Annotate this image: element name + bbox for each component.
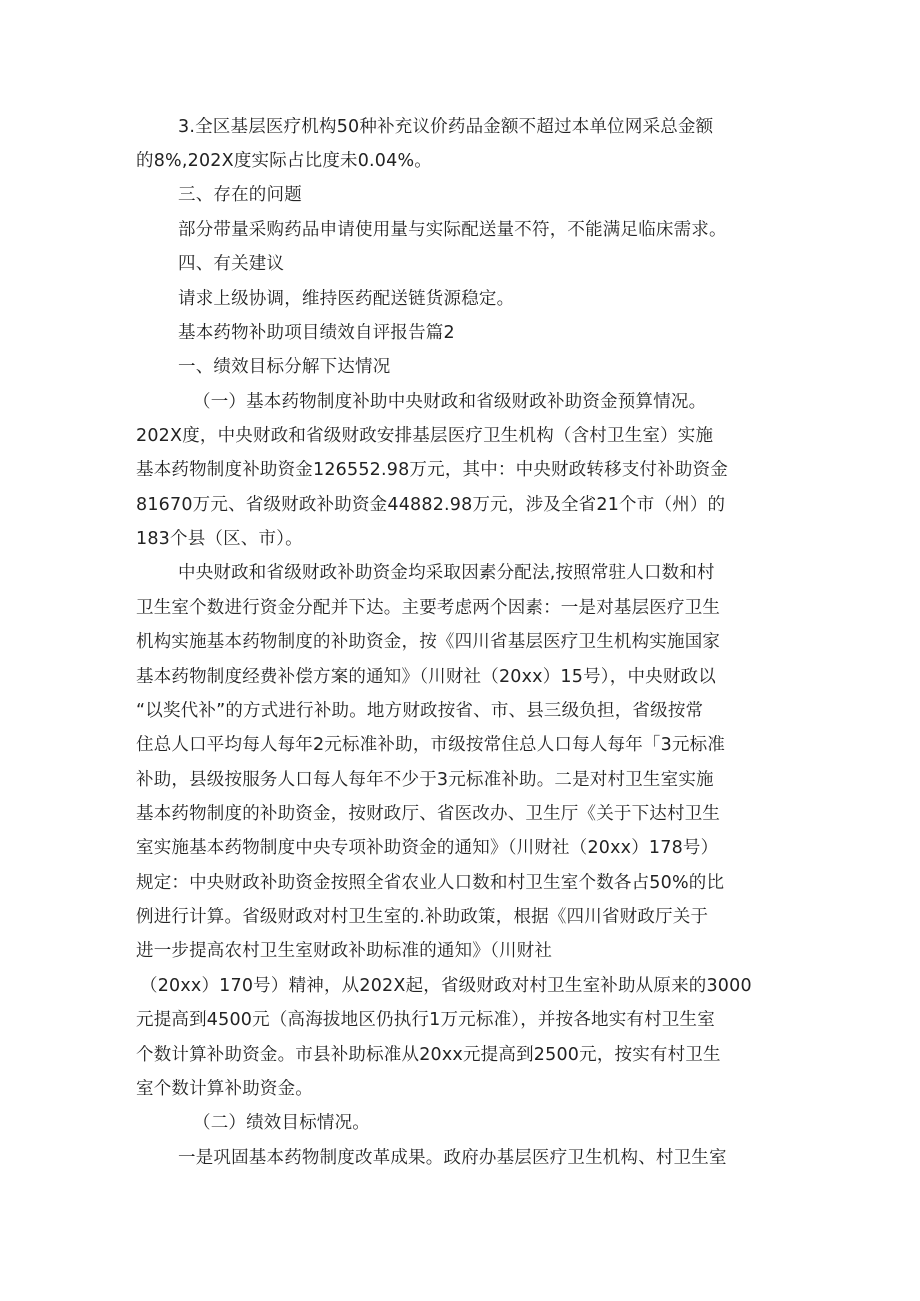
paragraph-line: 中央财政和省级财政补助资金均采取因素分配法,按照常驻人口数和村: [178, 563, 715, 583]
paragraph-line: 室实施基本药物制度中央专项补助资金的通知》（川财社（20xx）178号）: [136, 838, 719, 858]
paragraph-line: 202X度，中央财政和省级财政安排基层医疗卫生机构（含村卫生室）实施: [136, 426, 714, 446]
section-heading: 一、绩效目标分解下达情况: [178, 357, 391, 377]
paragraph-line: 室个数计算补助资金。: [136, 1079, 313, 1099]
paragraph-line: 住总人口平均每人每年2元标准补助，市级按常住总人口每人每年「3元标准: [136, 735, 726, 755]
paragraph-line: 机构实施基本药物制度的补助资金，按《四川省基层医疗卫生机构实施国家: [136, 632, 721, 652]
paragraph-line: 基本药物制度经费补偿方案的通知》（川财社（20xx）15号），中央财政以: [136, 667, 716, 687]
paragraph-line: 183个县（区、市）。: [136, 529, 303, 549]
paragraph-line: 卫生室个数进行资金分配并下达。主要考虑两个因素：一是对基层医疗卫生: [136, 598, 721, 618]
subsection-heading: （二）绩效目标情况。: [193, 1113, 370, 1133]
paragraph-line: 部分带量采购药品申请使用量与实际配送量不符，不能满足临床需求。: [178, 220, 727, 240]
paragraph-line: 个数计算补助资金。市县补助标准从20xx元提高到2500元，按实有村卫生: [136, 1045, 721, 1065]
paragraph-line: 进一步提高农村卫生室财政补助标准的通知》（川财社: [136, 941, 553, 961]
paragraph-line: 元提高到4500元（高海拔地区仍执行1万元标准），并按各地实有村卫生室: [136, 1010, 715, 1030]
section-heading: 四、有关建议: [178, 254, 285, 274]
paragraph-line: “以奖代补”的方式进行补助。地方财政按省、市、县三级负担，省级按常: [136, 701, 704, 721]
paragraph-line: 一是巩固基本药物制度改革成果。政府办基层医疗卫生机构、村卫生室: [178, 1148, 727, 1168]
paragraph-line: 3.全区基层医疗机构50种补充议价药品金额不超过本单位网采总金额: [178, 117, 714, 137]
paragraph-line: 规定：中央财政补助资金按照全省农业人口数和村卫生室个数各占50%的比: [136, 873, 725, 893]
paragraph-line: 基本药物制度补助资金126552.98万元，其中：中央财政转移支付补助资金: [136, 460, 729, 480]
report-title: 基本药物补助项目绩效自评报告篇2: [178, 323, 455, 343]
subsection-heading: （一）基本药物制度补助中央财政和省级财政补助资金预算情况。: [193, 392, 707, 412]
paragraph-line: 请求上级协调，维持医药配送链货源稳定。: [178, 289, 515, 309]
paragraph-line: 补助，县级按服务人口每人每年不少于3元标准补助。二是对村卫生室实施: [136, 770, 714, 790]
section-heading: 三、存在的问题: [178, 185, 302, 205]
paragraph-line: （20xx）170号）精神，从202X起，省级财政对村卫生室补助从原来的3000: [140, 976, 752, 996]
paragraph-line: 的8%,202X度实际占比度未0.04%。: [136, 151, 433, 171]
paragraph-line: 81670万元、省级财政补助资金44882.98万元，涉及全省21个市（州）的: [136, 495, 726, 515]
paragraph-line: 基本药物制度的补助资金，按财政厅、省医改办、卫生厅《关于下达村卫生: [136, 804, 721, 824]
paragraph-line: 例进行计算。省级财政对村卫生室的.补助政策，根据《四川省财政厅关于: [136, 907, 709, 927]
